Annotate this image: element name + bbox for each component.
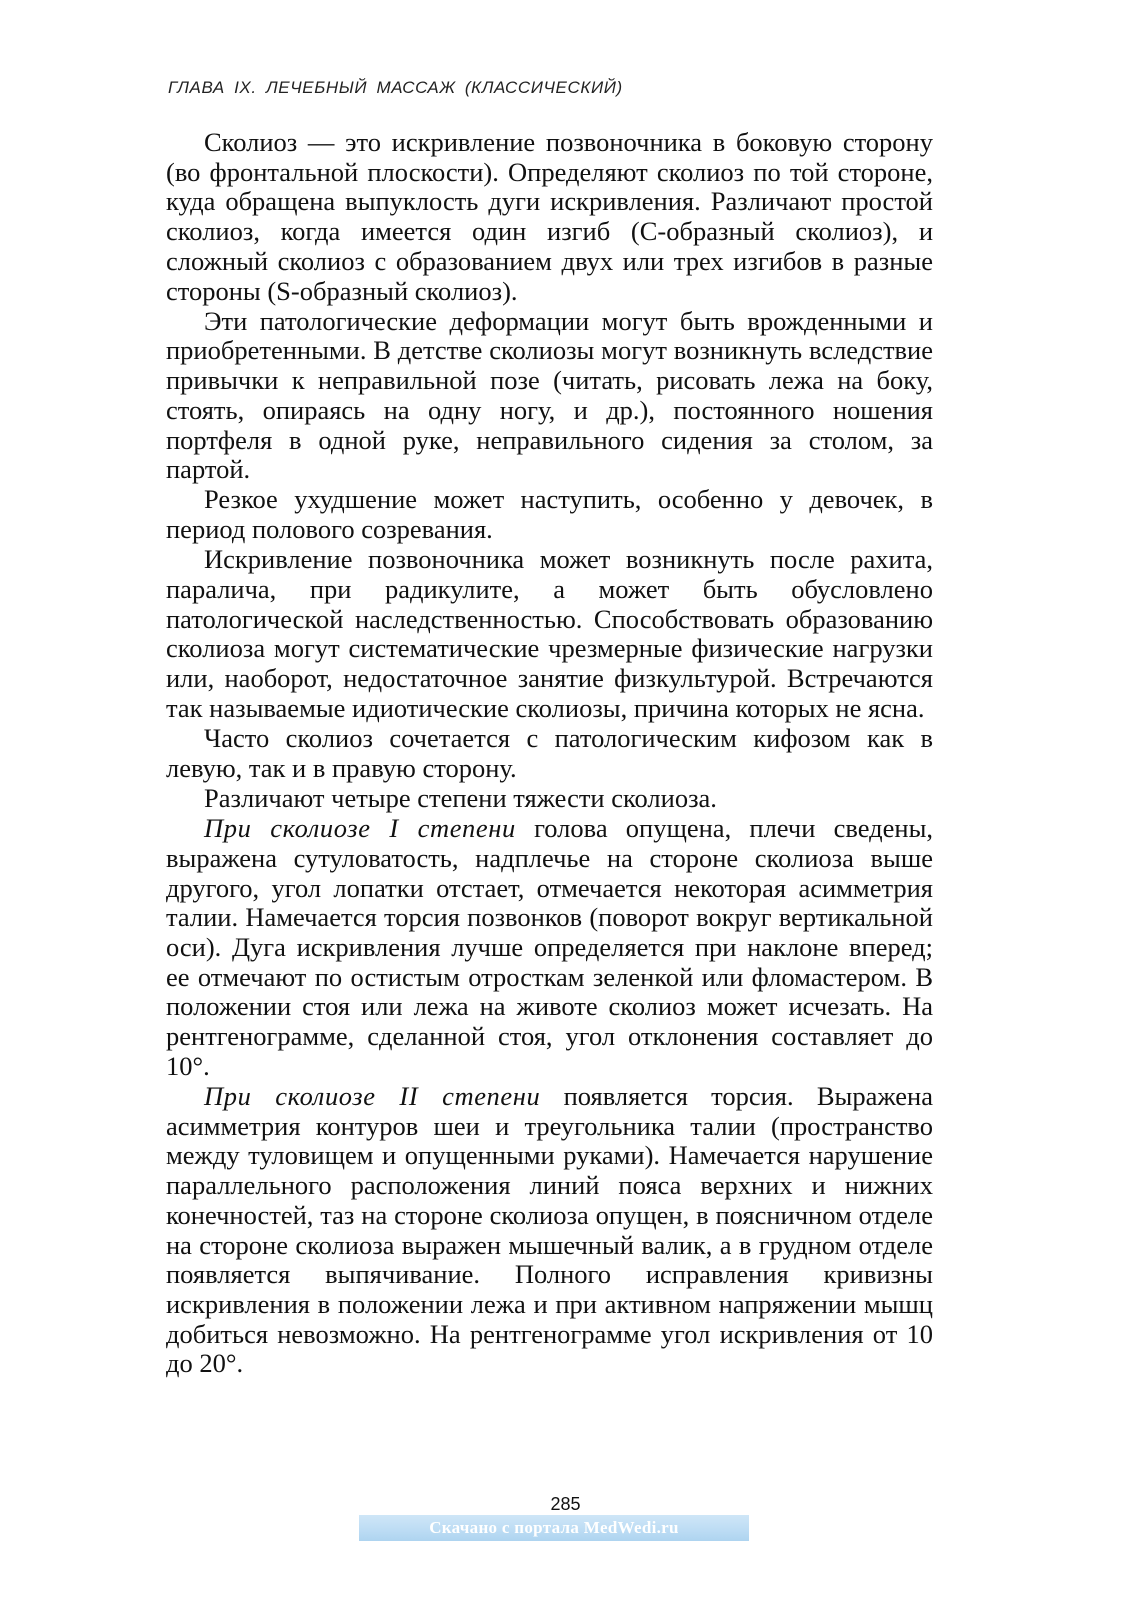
paragraph-puberty (166, 485, 933, 544)
paragraph-causes (166, 307, 933, 485)
paragraph-text: Часто сколиоз сочетается с патологическим кифозом как в левую, так и в правую сторону. (166, 723, 933, 783)
body-text (166, 128, 933, 1379)
paragraph-acquired-causes (166, 545, 933, 723)
source-banner: Скачано с портала MedWedi.ru (359, 1515, 749, 1541)
paragraph-text: Искривление позвоночника может возникнуть после рахита, паралича, при радикулите, а может быть обусловлено патологической наследственностью. Способствовать образованию сколиоза могут систематические чрезмерные физические нагрузки или, наоборот, недостаточное занятие физкультурой. Встречаются так называемые идиотические сколиозы, причина которых не ясна. (166, 544, 933, 723)
paragraph-degree-1 (166, 814, 933, 1081)
running-head: ГЛАВА IX. ЛЕЧЕБНЫЙ МАССАЖ (КЛАССИЧЕСКИЙ) (168, 78, 623, 97)
paragraph-degree-2 (166, 1082, 933, 1379)
paragraph-kyphosis (166, 724, 933, 783)
degree-heading: При сколиозе I степени (204, 813, 516, 844)
paragraph-text: Сколиоз — это искривление позвоночника в боковую сторону (во фронтальной плоскости). Определяют сколиоз по той стороне, куда обращена выпуклость дуги искривления. Различают простой сколиоз, когда имеется один изгиб (С-образный сколиоз), и сложный сколиоз с образованием двух или трех изгибов в разные стороны (S-образный сколиоз). (166, 127, 933, 306)
paragraph-text: голова опущена, плечи сведены, выражена сутуловатость, надплечье на стороне сколиоза выше другого, угол лопатки отстает, отмечается некоторая асимметрия талии. Намечается торсия позвонков (поворот вокруг вертикальной оси). Дуга искривления лучше определяется при наклоне вперед; ее отмечают по остистым отросткам зеленкой или фломастером. В положении стоя или лежа на животе сколиоз может исчезать. На рентгенограмме, сделанной стоя, угол отклонения составляет до 10°. (166, 813, 933, 1081)
page-number: 285 (550, 1494, 581, 1514)
paragraph-degrees-intro (166, 784, 933, 814)
paragraph-text: Резкое ухудшение может наступить, особенно у девочек, в период полового созревания. (166, 484, 933, 545)
paragraph-scoliosis-definition (166, 128, 933, 306)
degree-heading: При сколиозе II степени (204, 1081, 541, 1111)
paragraph-text: Различают четыре степени тяжести сколиоза. (204, 782, 717, 813)
paragraph-text: Эти патологические деформации могут быть врожденными и приобретенными. В детстве сколиозы могут возникнуть вследствие привычки к неправильной позе (читать, рисовать лежа на боку, стоять, опираясь на одну ногу, и др.), постоянного ношения портфеля в одной руке, неправильного сидения за столом, за партой. (166, 305, 933, 485)
paragraph-text: появляется торсия. Выражена асимметрия контуров шеи и треугольника талии (пространство между туловищем и опущенными руками). Намечается нарушение параллельного расположения линий пояса верхних и нижних конечностей, таз на стороне сколиоза опущен, в поясничном отделе на стороне сколиоза выражен мышечный валик, а в грудном отделе появляется выпячивание. Полного исправления кривизны искривления в положении лежа и при активном напряжении мышц добиться невозможно. На рентгенограмме угол искривления от 10 до 20°. (166, 1081, 933, 1379)
